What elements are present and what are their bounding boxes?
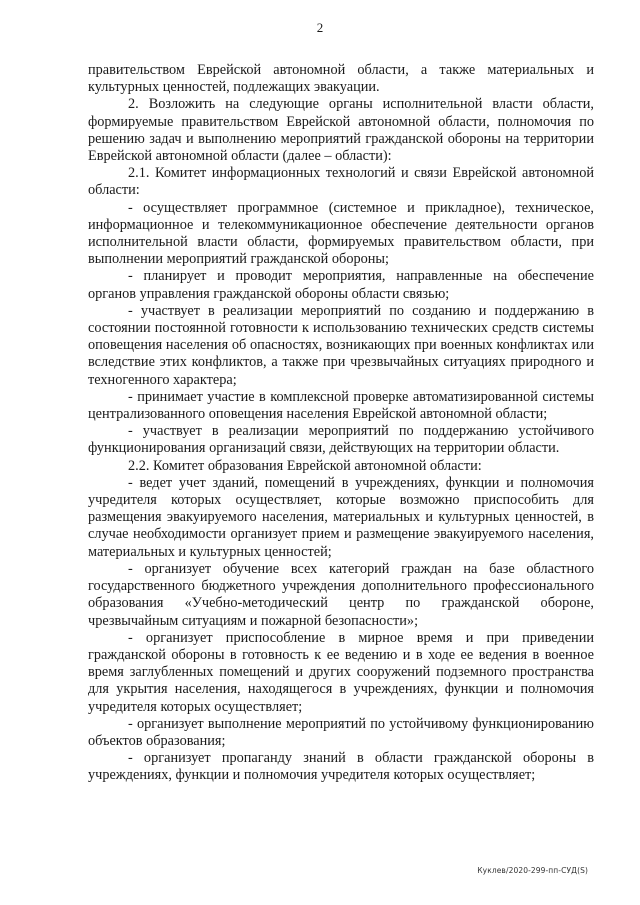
paragraph: - участвует в реализации мероприятий по созданию и поддержанию в состоянии постоянной готовности к использованию технических средств системы оповещения населения об опасностях, возникающих при военных конфликтах или вследствие этих конфликтов, а также при чрезвычайных ситуациях природного и техногенного характера; [88, 302, 594, 388]
paragraph: правительством Еврейской автономной области, а также материальных и культурных ценностей, подлежащих эвакуации. [88, 62, 594, 96]
paragraph: - организует выполнение мероприятий по устойчивому функционированию объектов образования; [88, 715, 594, 749]
document-code: Куклев/2020-299-пп-СУД(S) [477, 866, 588, 875]
paragraph: 2.1. Комитет информационных технологий и связи Еврейской автономной области: [88, 165, 594, 199]
page-number: 2 [316, 20, 324, 35]
paragraph: - осуществляет программное (системное и прикладное), техническое, информационное и телекоммуникационное обеспечение деятельности органов исполнительной власти области, формируемых правительством области, при выполнении мероприятий гражданской обороны; [88, 199, 594, 268]
paragraph: - организует пропаганду знаний в области гражданской обороны в учреждениях, функции и полномочия учредителя которых осуществляет; [88, 750, 594, 784]
paragraph: - принимает участие в комплексной проверке автоматизированной системы централизованного оповещения населения Еврейской автономной области; [88, 388, 594, 423]
document-body [88, 62, 594, 785]
paragraph: 2.2. Комитет образования Еврейской автономной области: [128, 457, 482, 474]
paragraph: - организует приспособление в мирное время и при приведении гражданской обороны в готовность к ее ведению и в ходе ее ведения в военное время заглубленных помещений и других сооружений подземного пространства для укрытия населения, находящегося в учреждениях, функции и полномочия учредителя которых осуществляет; [88, 629, 594, 715]
paragraph: - участвует в реализации мероприятий по поддержанию устойчивого функционирования организаций связи, действующих на территории области. [88, 423, 594, 457]
paragraph: 2. Возложить на следующие органы исполнительной власти области, формируемые правительством Еврейской автономной области, полномочия по решению задач и выполнению мероприятий гражданской обороны на территории Еврейской автономной области (далее – области): [88, 96, 594, 165]
paragraph: - ведет учет зданий, помещений в учреждениях, функции и полномочия учредителя которых осуществляет, которые возможно приспособить для размещения эвакуируемого населения, материальных и культурных ценностей, в случае необходимости организует прием и размещение эвакуируемого населения, материальных и культурных ценностей; [88, 474, 594, 560]
paragraph: - планирует и проводит мероприятия, направленные на обеспечение органов управления гражданской обороны области связью; [88, 268, 594, 302]
paragraph: - организует обучение всех категорий граждан на базе областного государственного бюджетного учреждения дополнительного профессионального образования «Учебно-методический центр по гражданской обороне, чрезвычайным ситуациям и пожарной безопасности»; [88, 560, 594, 629]
